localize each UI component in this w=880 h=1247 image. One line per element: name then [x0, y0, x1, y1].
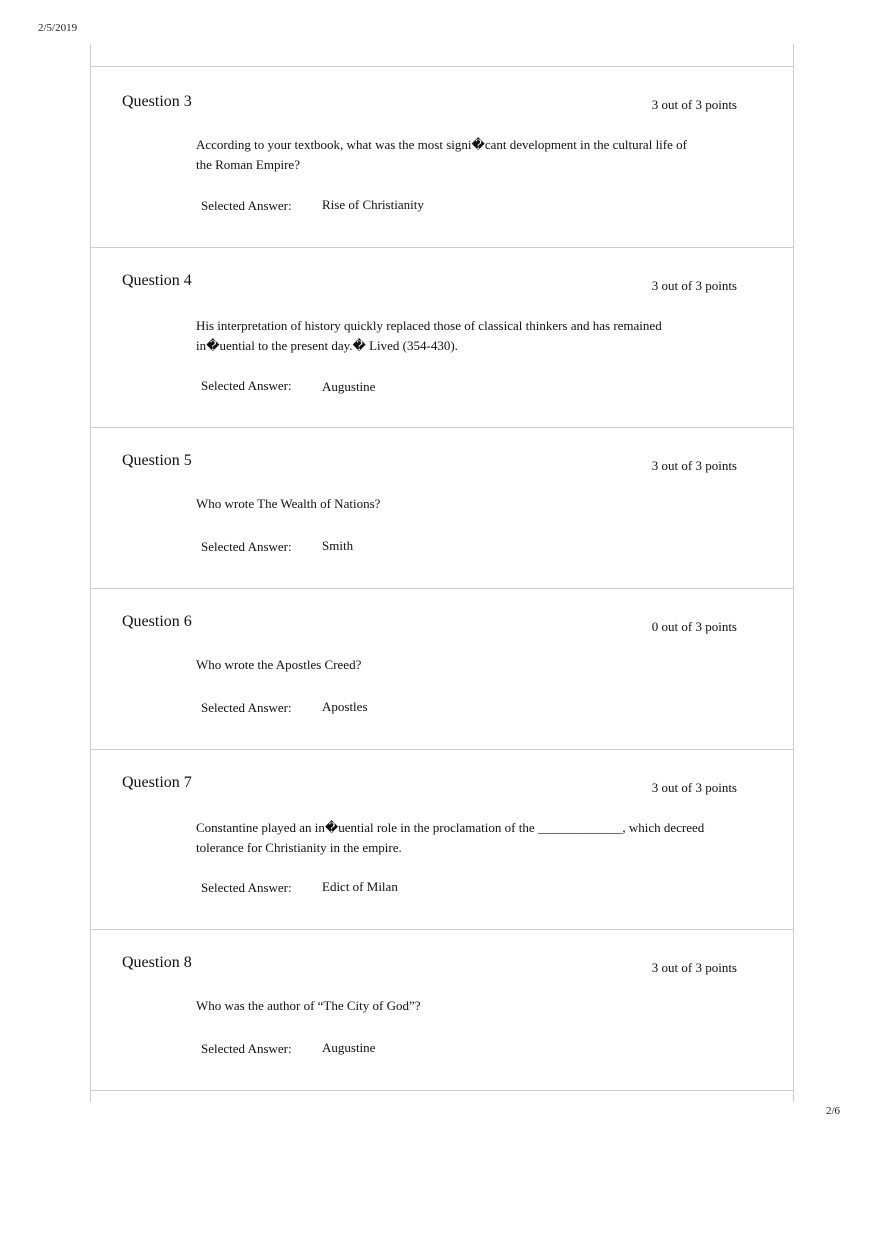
selected-answer-value: Apostles: [322, 699, 368, 714]
question-6: [91, 589, 793, 750]
question-text: Who was the author of “The City of God”?: [196, 998, 421, 1013]
selected-answer-label: Selected Answer:: [201, 700, 292, 715]
questions-panel: [90, 44, 794, 1102]
selected-answer-label: Selected Answer:: [201, 1041, 292, 1056]
selected-answer-value: Smith: [322, 538, 354, 553]
question-text: Who wrote The Wealth of Nations?: [196, 496, 381, 511]
question-4: [91, 248, 793, 428]
question-title: Question 8: [122, 954, 192, 971]
selected-answer-label: Selected Answer:: [201, 880, 292, 895]
selected-answer-value: Augustine: [322, 379, 376, 394]
selected-answer-label: Selected Answer:: [201, 378, 292, 393]
question-points: 0 out of 3 points: [651, 619, 737, 634]
question-7: [91, 750, 793, 930]
question-3: [91, 67, 793, 248]
question-title: Question 7: [122, 774, 192, 791]
question-title: Question 4: [122, 272, 192, 289]
question-points: 3 out of 3 points: [651, 278, 737, 293]
question-points: 3 out of 3 points: [651, 960, 737, 975]
question-text: According to your textbook, what was the most signi�cant development in the cultural life of the Roman Empire?: [196, 137, 687, 172]
question-text: Who wrote the Apostles Creed?: [196, 657, 362, 672]
question-8: [91, 930, 793, 1091]
selected-answer-value: Rise of Christianity: [322, 197, 424, 212]
question-title: Question 5: [122, 452, 192, 469]
question-points: 3 out of 3 points: [651, 780, 737, 795]
question-title: Question 3: [122, 93, 192, 110]
question-points: 3 out of 3 points: [651, 97, 737, 112]
selected-answer-label: Selected Answer:: [201, 539, 292, 554]
page-number: 2/6: [825, 1105, 840, 1117]
print-date: 2/5/2019: [38, 22, 78, 34]
question-title: Question 6: [122, 613, 192, 630]
question-points: 3 out of 3 points: [651, 458, 737, 473]
selected-answer-value: Augustine: [322, 1040, 376, 1055]
selected-answer-label: Selected Answer:: [201, 198, 292, 213]
question-text: Constantine played an in�uential role in the proclamation of the _____________, which decreed tolerance for Christianity in the empire.: [196, 820, 705, 855]
selected-answer-value: Edict of Milan: [322, 879, 398, 894]
question-5: [91, 428, 793, 589]
question-text: His interpretation of history quickly replaced those of classical thinkers and has remained in�uential to the present day.� Lived (354-430).: [196, 318, 662, 353]
